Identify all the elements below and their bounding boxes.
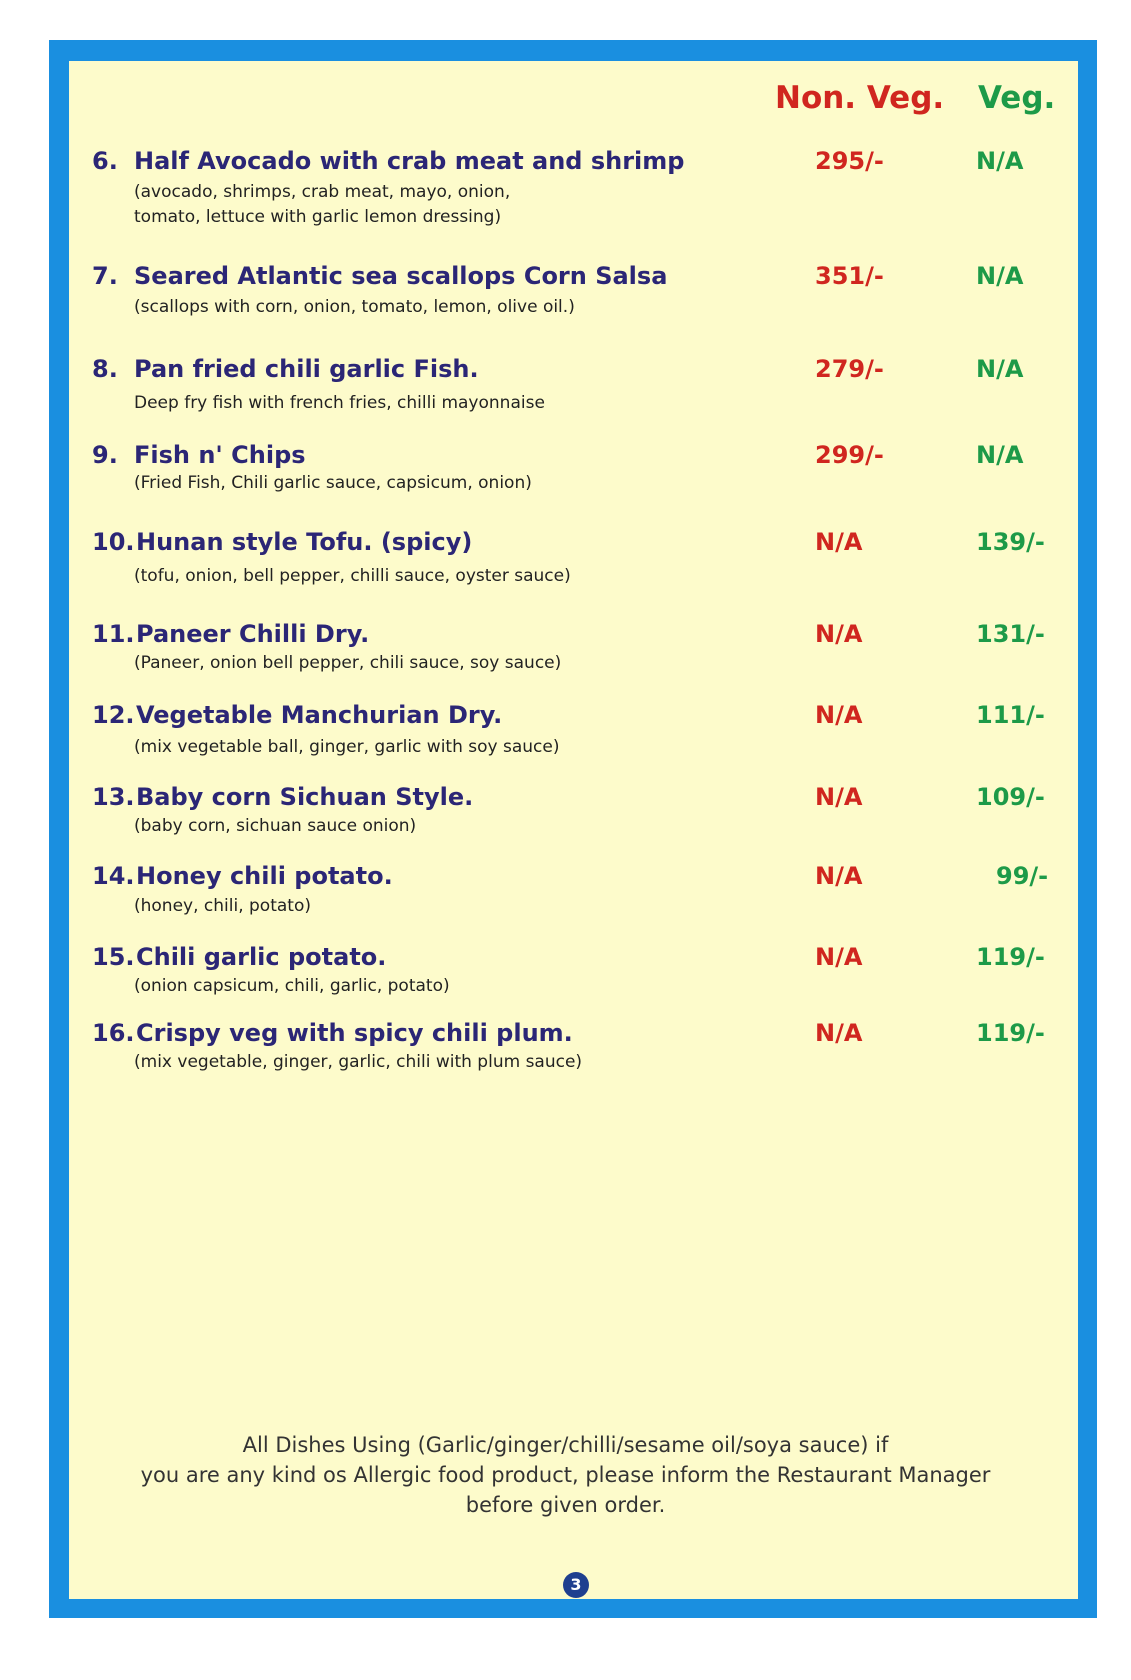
- item-name: Pan fried chili garlic Fish.: [134, 355, 479, 383]
- price-non-veg: N/A: [815, 620, 863, 648]
- item-number: 10.: [92, 528, 135, 556]
- item-name: Hunan style Tofu. (spicy): [136, 528, 473, 556]
- price-veg: 119/-: [976, 943, 1045, 971]
- price-veg: 139/-: [976, 528, 1045, 556]
- allergy-note-line: you are any kind os Allergic food product, please inform the Restaurant Manager: [140, 1463, 991, 1487]
- allergy-note-line: before given order.: [465, 1493, 666, 1517]
- item-number: 12.: [92, 701, 135, 729]
- item-number: 15.: [92, 943, 135, 971]
- item-name: Baby corn Sichuan Style.: [136, 783, 474, 811]
- price-veg: N/A: [976, 147, 1024, 175]
- allergy-note: [0, 1430, 1131, 1520]
- price-veg: 111/-: [976, 701, 1045, 729]
- item-description-line: (Paneer, onion bell pepper, chili sauce, soy sauce): [134, 653, 562, 673]
- item-description-line: (baby corn, sichuan sauce onion): [134, 816, 417, 836]
- item-number: 13.: [92, 783, 135, 811]
- item-description-line: (avocado, shrimps, crab meat, mayo, onion,: [134, 182, 511, 202]
- item-description-line: (tofu, onion, bell pepper, chilli sauce, oyster sauce): [134, 566, 571, 586]
- item-number: 7.: [92, 262, 118, 290]
- price-veg: N/A: [976, 262, 1024, 290]
- price-non-veg: 279/-: [815, 355, 884, 383]
- item-number: 6.: [92, 147, 118, 175]
- price-veg: 119/-: [976, 1019, 1045, 1047]
- item-name: Half Avocado with crab meat and shrimp: [134, 147, 685, 175]
- item-name: Chili garlic potato.: [136, 943, 387, 971]
- item-number: 11.: [92, 620, 135, 648]
- item-description-line: (onion capsicum, chili, garlic, potato): [134, 976, 450, 996]
- item-description-line: Deep fry fish with french fries, chilli mayonnaise: [134, 393, 545, 413]
- price-veg: 99/-: [996, 862, 1049, 890]
- item-name: Crispy veg with spicy chili plum.: [136, 1019, 573, 1047]
- price-non-veg: N/A: [815, 862, 863, 890]
- item-description-line: tomato, lettuce with garlic lemon dressing): [134, 207, 502, 227]
- item-name: Fish n' Chips: [134, 441, 306, 469]
- price-non-veg: N/A: [815, 528, 863, 556]
- item-number: 9.: [92, 441, 118, 469]
- item-description-line: (honey, chili, potato): [134, 896, 311, 916]
- price-non-veg: N/A: [815, 943, 863, 971]
- column-header-non-veg: Non. Veg.: [775, 80, 945, 116]
- price-non-veg: 295/-: [815, 147, 884, 175]
- price-veg: N/A: [976, 441, 1024, 469]
- item-description-line: (mix vegetable, ginger, garlic, chili with plum sauce): [134, 1052, 583, 1072]
- price-veg: N/A: [976, 355, 1024, 383]
- item-description-line: (Fried Fish, Chili garlic sauce, capsicum, onion): [134, 473, 532, 493]
- item-description-line: (scallops with corn, onion, tomato, lemon, olive oil.): [134, 297, 575, 317]
- price-non-veg: 299/-: [815, 441, 884, 469]
- price-non-veg: N/A: [815, 783, 863, 811]
- item-name: Vegetable Manchurian Dry.: [136, 701, 503, 729]
- price-veg: 131/-: [976, 620, 1045, 648]
- price-non-veg: N/A: [815, 1019, 863, 1047]
- price-non-veg: N/A: [815, 701, 863, 729]
- page-number-badge: 3: [563, 1572, 589, 1598]
- allergy-note-line: All Dishes Using (Garlic/ginger/chilli/sesame oil/soya sauce) if: [242, 1433, 889, 1457]
- column-header-veg: Veg.: [978, 80, 1056, 116]
- item-description-line: (mix vegetable ball, ginger, garlic with soy sauce): [134, 737, 560, 757]
- item-number: 16.: [92, 1019, 135, 1047]
- item-number: 14.: [92, 862, 135, 890]
- item-name: Paneer Chilli Dry.: [136, 620, 370, 648]
- price-veg: 109/-: [976, 783, 1045, 811]
- item-name: Seared Atlantic sea scallops Corn Salsa: [134, 262, 668, 290]
- item-number: 8.: [92, 355, 118, 383]
- item-name: Honey chili potato.: [136, 862, 393, 890]
- price-non-veg: 351/-: [815, 262, 884, 290]
